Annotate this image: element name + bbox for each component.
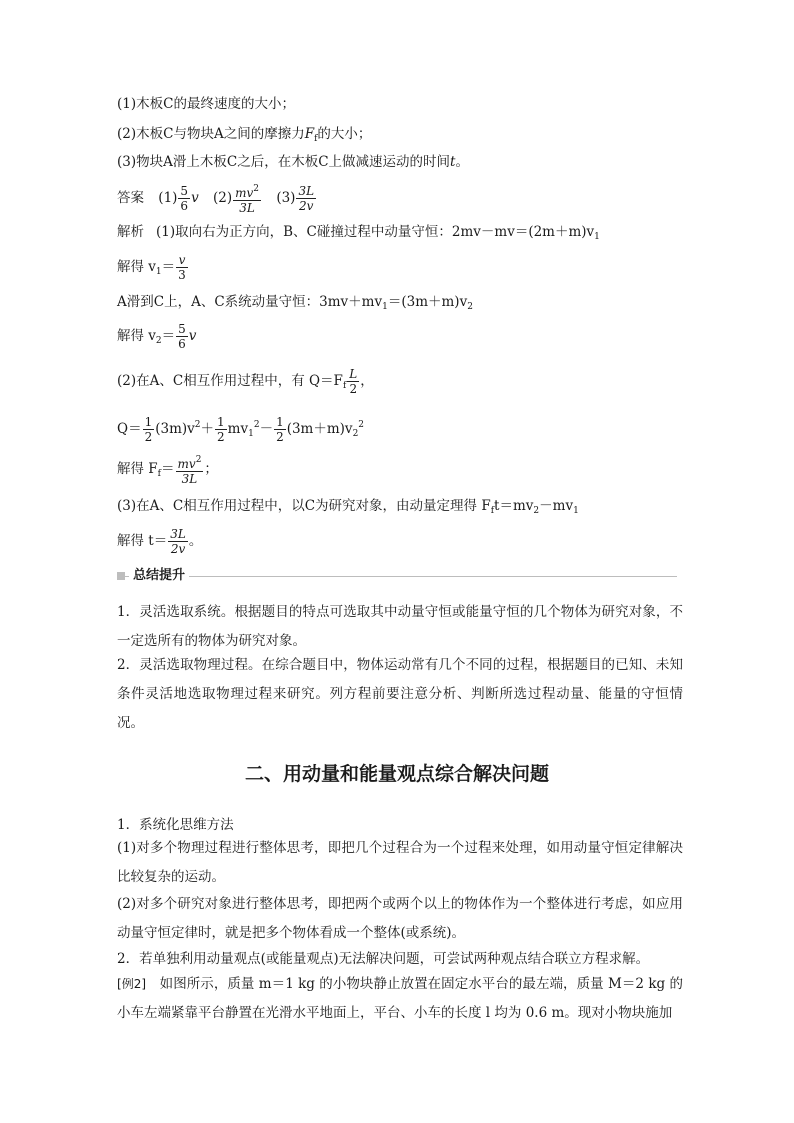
solution-line-3: A滑到C上，A、C系统动量守恒：$3mv+mv_1=(3m+m)v_2$ [117, 294, 473, 312]
answer-3-fraction: $\frac{3L}{2v}$ [298, 184, 315, 213]
question-1: (1)木板C的最终速度的大小； [117, 96, 295, 112]
answer-line: 答案 (1) $\frac{5}{6}$ v (2) $\frac{mv^2}{3L}$ (3) $\frac{3L}{2v}$ [117, 184, 315, 215]
answer-2-fraction: $\frac{mv^2}{3L}$ [235, 184, 260, 215]
answer-1-fraction: $\frac{5}{6}$ [180, 184, 189, 213]
section-item-4: 2．若单独利用动量观点(或能量观点)无法解决问题，可尝试两种观点结合联立方程求解。 [117, 951, 650, 967]
summary-point-2: 2．灵活选取物理过程。在综合题目中，物体运动常有几个不同的过程，根据题目的已知、未知条件灵活地选取物理过程来研究。列方程前要注意分析、判断所选过程动量、能量的守恒情况。 [117, 657, 683, 731]
summary-title: 总结提升 [129, 568, 189, 584]
section-item-3: (2)对多个研究对象进行整体思考，即把两个或两个以上的物体作为一个整体进行考虑，如应用动量守恒定律时，就是把多个物体看成一个整体(或系统)。 [117, 896, 683, 941]
summary-point-1: 1．灵活选取系统。根据题目的特点可选取其中动量守恒或能量守恒的几个物体为研究对象，不一定选所有的物体为研究对象。 [117, 604, 683, 649]
summary-marker-icon [117, 572, 125, 580]
solution-label: 解析 [117, 224, 144, 240]
example-2: [例2] 如图所示，质量 m＝1 kg 的小物块静止放置在固定水平台的最左端，质量 M＝2 kg 的小车左端紧靠平台静置在光滑水平地面上，平台、小车的长度 l 均为 0.6 m。现对小物块施加 [117, 976, 683, 1021]
question-3: (3)物块A滑上木板C之后，在木板C上做减速运动的时间t。 [117, 154, 469, 170]
summary-rule [117, 576, 677, 577]
summary-header [117, 568, 677, 584]
solution-line-2: 解得 $v_1=$ $\frac{v}{3}$ [117, 253, 186, 282]
question-2: (2)木板C与物块A之间的摩擦力$F_f$的大小； [117, 126, 372, 144]
solution-line-7: 解得 $F_f=$ $\frac{mv^2}{3L}$ ； [117, 455, 218, 486]
solution-line-6: Q＝ $\frac{1}{2}$ $(3m)v^2+$ $\frac{1}{2}$ $mv_1^2-$ $\frac{1}{2}$ $(3m+m)v_2^2$ [117, 415, 365, 444]
solution-line-5: (2)在A、C相互作用过程中，有 $Q=F_f$ $\frac{L}{2}$ ， [117, 367, 374, 396]
section-title: 二、用动量和能量观点综合解决问题 [244, 763, 549, 785]
section-item-2: (1)对多个物理过程进行整体思考，即把几个过程合为一个过程来处理，如用动量守恒定律解决比较复杂的运动。 [117, 840, 683, 885]
solution-line-4: 解得 $v_2=$ $\frac{5}{6}$ v [117, 322, 197, 351]
solution-line-1: 解析 (1)取向右为正方向，B、C碰撞过程中动量守恒：$2mv-mv=(2m+m)v_1$ [117, 224, 600, 242]
section-item-1: 1．系统化思维方法 [117, 817, 234, 833]
solution-line-8: (3)在A、C相互作用过程中，以C为研究对象，由动量定理得 $F_ft=mv_2-mv_1$ [117, 498, 579, 516]
answer-label: 答案 [117, 190, 144, 206]
example-tag: [例2] [117, 977, 147, 991]
solution-line-9: 解得 t＝ $\frac{3L}{2v}$ 。 [117, 527, 203, 556]
